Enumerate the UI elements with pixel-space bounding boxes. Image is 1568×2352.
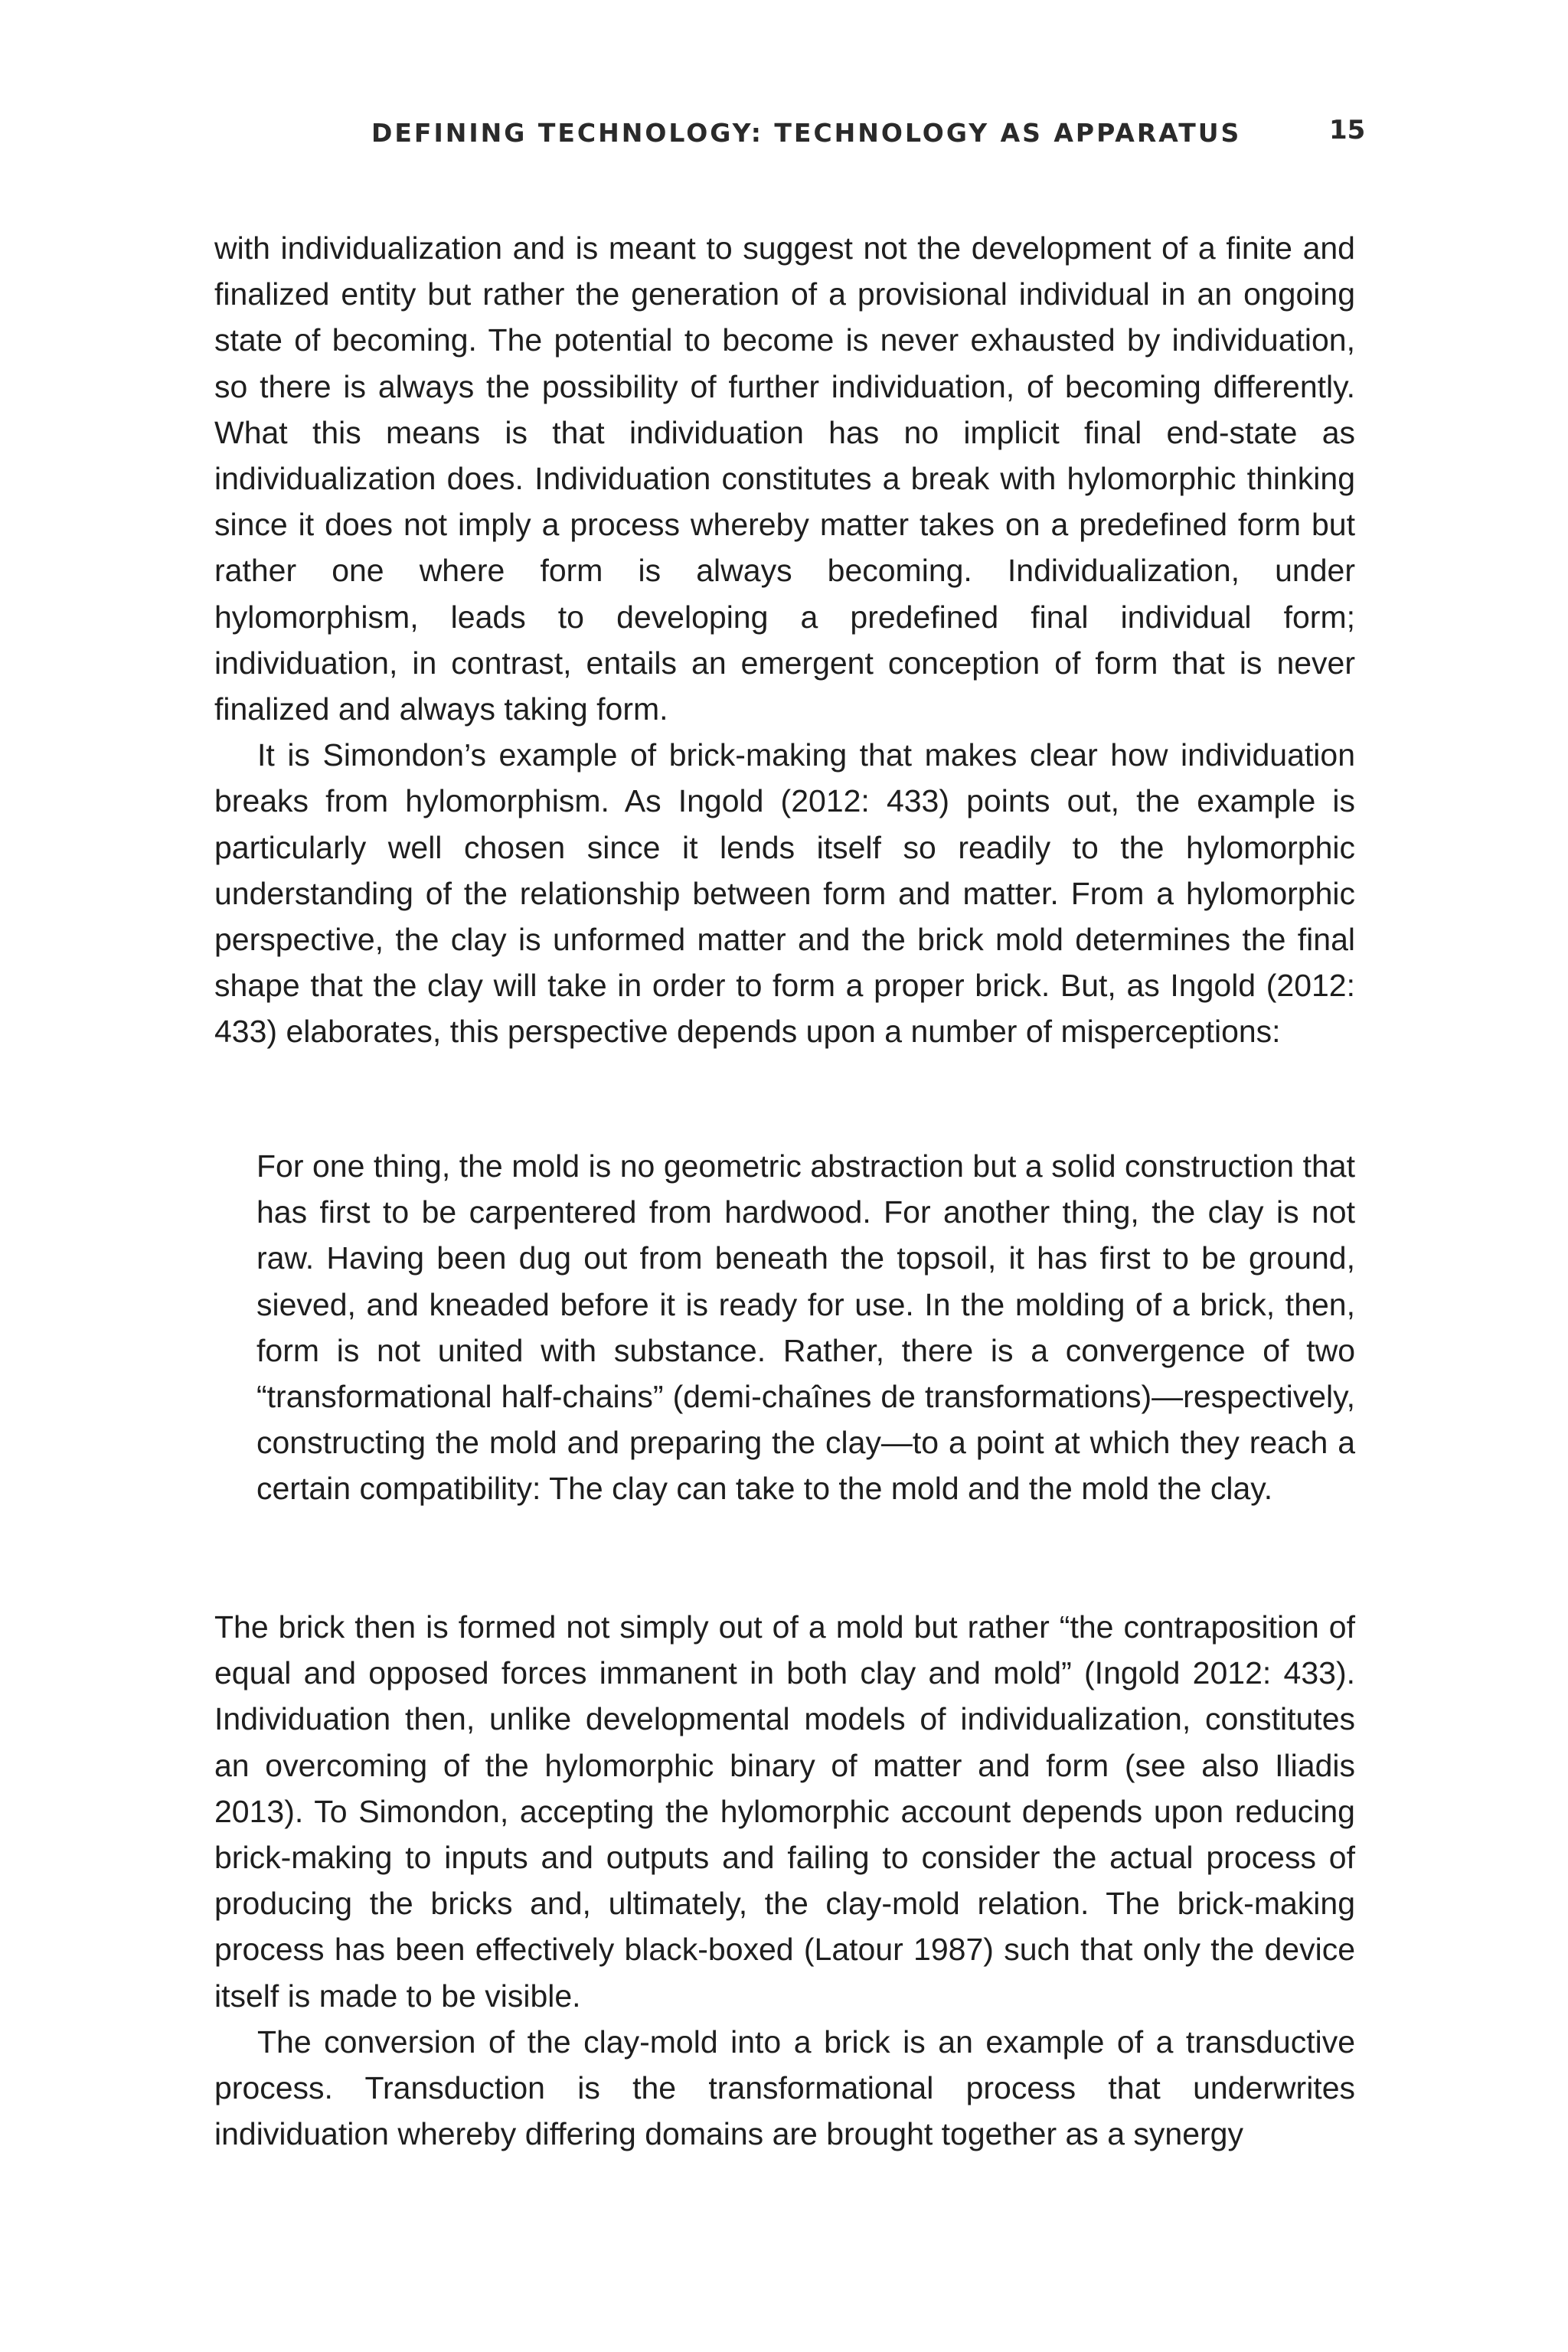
paragraph-1: with individualization and is meant to suggest not the development of a finite and finalized entity but rather the generation of a provisional individual in an ongoing state of becoming. The potential to become is never exhausted by individuation, so there is always the possibility of further individuation, of becoming differently. What this means is that individuation has no implicit final end-state as individualization does. Individuation constitutes a break with hylomorphic thinking since it does not imply a process whereby matter takes on a predefined form but rather one where form is always becoming. Individualization, under hylomorphism, leads to developing a predefined final individual form; individuation, in contrast, entails an emergent conception of form that is never finalized and always taking form. bbox=[214, 230, 1355, 727]
paragraph-2: It is Simondon’s example of brick-making that makes clear how individuation breaks from hylomorphism. As Ingold (2012: 433) points out, the example is particularly well chosen since it lends itself so readily to the hylomorphic understanding of the relationship between form and matter. From a hylomorphic perspective, the clay is unformed matter and the brick mold determines the final shape that the clay will take in order to form a proper brick. But, as Ingold (2012: 433) elaborates, this perspective depends upon a number of misperceptions: bbox=[214, 737, 1355, 1050]
running-title: DEFINING TECHNOLOGY: TECHNOLOGY AS APPARATUS bbox=[371, 118, 1242, 148]
paragraph-3: The brick then is formed not simply out of a mold but rather “the contraposition of equal and opposed forces immanent in both clay and mold” (Ingold 2012: 433). Individuation then, unlike developmental models of individualization, constitutes an overcoming of the hylomorphic binary of matter and form (see also Iliadis 2013). To Simondon, accepting the hylomorphic account depends upon reducing brick-making to inputs and outputs and failing to consider the actual process of producing the bricks and, ultimately, the clay-mold relation. The brick-making process has been effectively black-boxed (Latour 1987) such that only the device itself is made to be visible. bbox=[214, 1609, 1355, 2014]
page-number: 15 bbox=[1329, 115, 1366, 145]
running-head bbox=[214, 115, 1366, 153]
block-quote bbox=[256, 1143, 1355, 1512]
body-text-lower bbox=[214, 1604, 1355, 2157]
block-quote-text: For one thing, the mold is no geometric abstraction but a solid construction that has first to be carpentered from hardwood. For another thing, the clay is not raw. Having been dug out from beneath the topsoil, it has first to be ground, sieved, and kneaded before it is ready for use. In the molding of a brick, then, form is not united with substance. Rather, there is a convergence of two “transformational half-chains” (demi-chaînes de transformations)—respectively, constructing the mold and preparing the clay—to a point at which they reach a certain compatibility: The clay can take to the mold and the mold the clay. bbox=[256, 1148, 1355, 1507]
paragraph-4: The conversion of the clay-mold into a brick is an example of a transductive process. Transduction is the transformational process that underwrites individuation whereby differing domains are brought together as a synergy bbox=[214, 2024, 1355, 2152]
body-text-upper bbox=[214, 225, 1355, 1055]
